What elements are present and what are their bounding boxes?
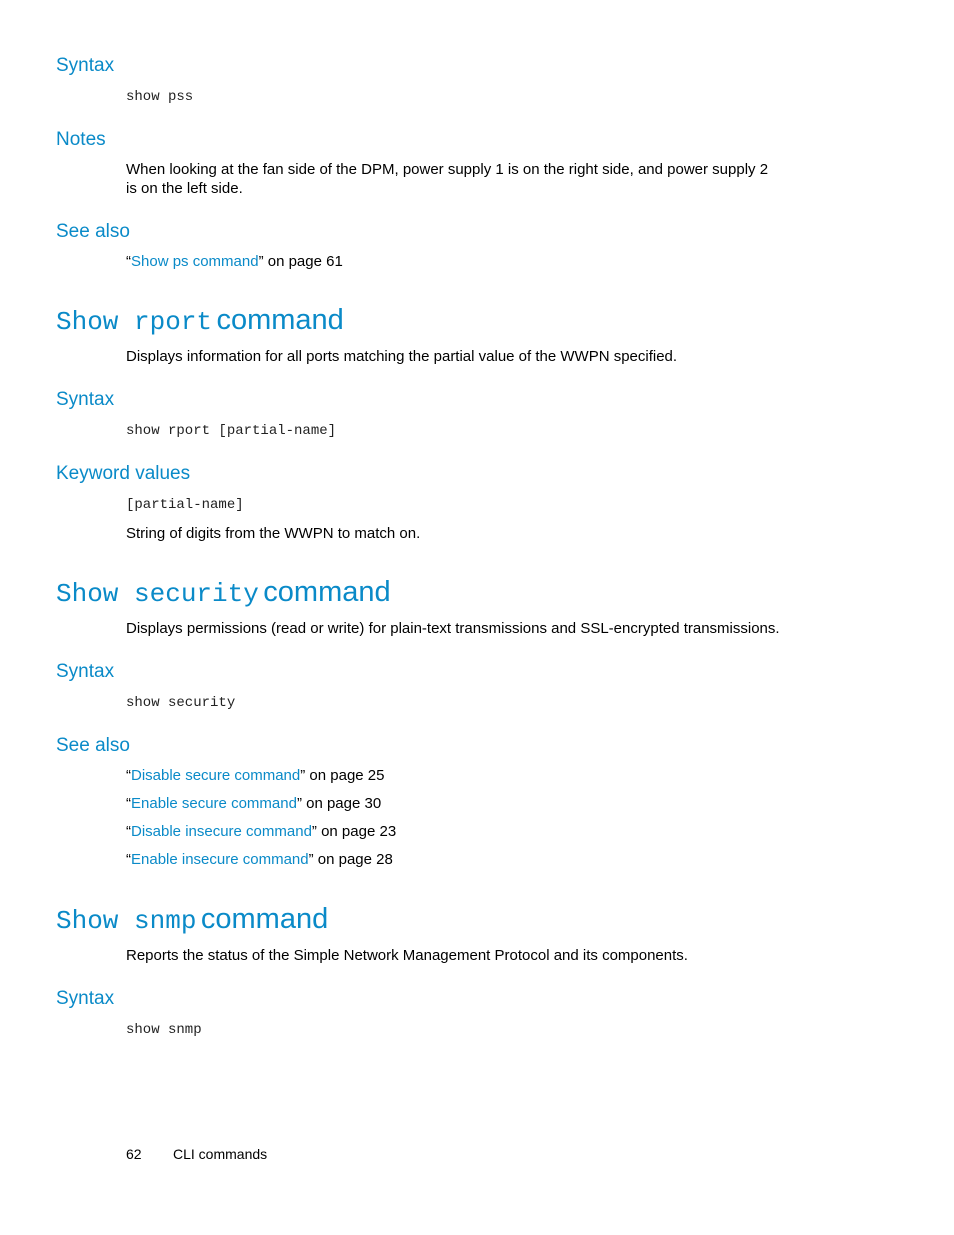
title-command-word: command xyxy=(216,304,344,336)
link-disable-secure-command[interactable]: Disable secure command xyxy=(131,767,301,784)
see-also-item xyxy=(126,850,393,869)
notes-heading-pss: Notes xyxy=(56,129,106,150)
page-reference: ” on page 23 xyxy=(311,823,397,840)
section-title-show-rport xyxy=(56,302,344,343)
open-quote: “ xyxy=(126,767,131,784)
link-show-ps-command[interactable]: Show ps command xyxy=(131,253,259,270)
see-also-heading-pss: See also xyxy=(56,221,130,242)
title-command-name: Show rport xyxy=(56,307,213,337)
description-show-snmp: Reports the status of the Simple Network Management Protocol and its components. xyxy=(126,947,688,964)
notes-text-line2: is on the left side. xyxy=(126,180,243,197)
see-also-heading-security: See also xyxy=(56,735,130,756)
syntax-heading-security: Syntax xyxy=(56,661,115,682)
see-also-item xyxy=(126,252,343,271)
syntax-heading-rport: Syntax xyxy=(56,389,115,410)
syntax-heading-snmp: Syntax xyxy=(56,988,115,1009)
footer-page-number: 62 xyxy=(126,1146,142,1162)
section-title-show-snmp xyxy=(56,901,328,942)
syntax-code-snmp: show snmp xyxy=(126,1022,202,1038)
see-also-item xyxy=(126,794,381,813)
section-title-show-security xyxy=(56,574,391,615)
title-command-name: Show security xyxy=(56,579,259,609)
link-enable-insecure-command[interactable]: Enable insecure command xyxy=(131,851,309,868)
page-reference: ” on page 25 xyxy=(300,767,385,784)
page-reference: ” on page 61 xyxy=(258,253,343,270)
keyword-code: [partial-name] xyxy=(126,497,244,513)
open-quote: “ xyxy=(126,851,131,868)
link-enable-secure-command[interactable]: Enable secure command xyxy=(131,795,297,812)
syntax-code-rport: show rport [partial-name] xyxy=(126,423,337,439)
description-show-rport: Displays information for all ports matching the partial value of the WWPN specified. xyxy=(126,348,678,365)
title-command-word: command xyxy=(263,576,391,608)
link-disable-insecure-command[interactable]: Disable insecure command xyxy=(131,823,312,840)
notes-text-line1: When looking at the fan side of the DPM, power supply 1 is on the right side, and power supply 2 xyxy=(126,161,769,178)
page-reference: ” on page 30 xyxy=(296,795,382,812)
description-show-security: Displays permissions (read or write) for plain-text transmissions and SSL-encrypted transmissions. xyxy=(126,620,780,637)
title-command-word: command xyxy=(200,903,329,935)
page-reference: ” on page 28 xyxy=(308,851,393,868)
syntax-code-security: show security xyxy=(126,695,236,711)
open-quote: “ xyxy=(126,823,131,840)
see-also-item xyxy=(126,822,396,841)
syntax-heading-pss: Syntax xyxy=(56,55,115,76)
keyword-description: String of digits from the WWPN to match on. xyxy=(126,525,421,542)
see-also-item xyxy=(126,766,385,785)
footer-chapter: CLI commands xyxy=(173,1146,268,1162)
open-quote: “ xyxy=(126,253,131,270)
syntax-code-pss: show pss xyxy=(126,89,194,105)
keyword-values-heading: Keyword values xyxy=(56,463,191,484)
open-quote: “ xyxy=(126,795,131,812)
title-command-name: Show snmp xyxy=(56,906,197,936)
